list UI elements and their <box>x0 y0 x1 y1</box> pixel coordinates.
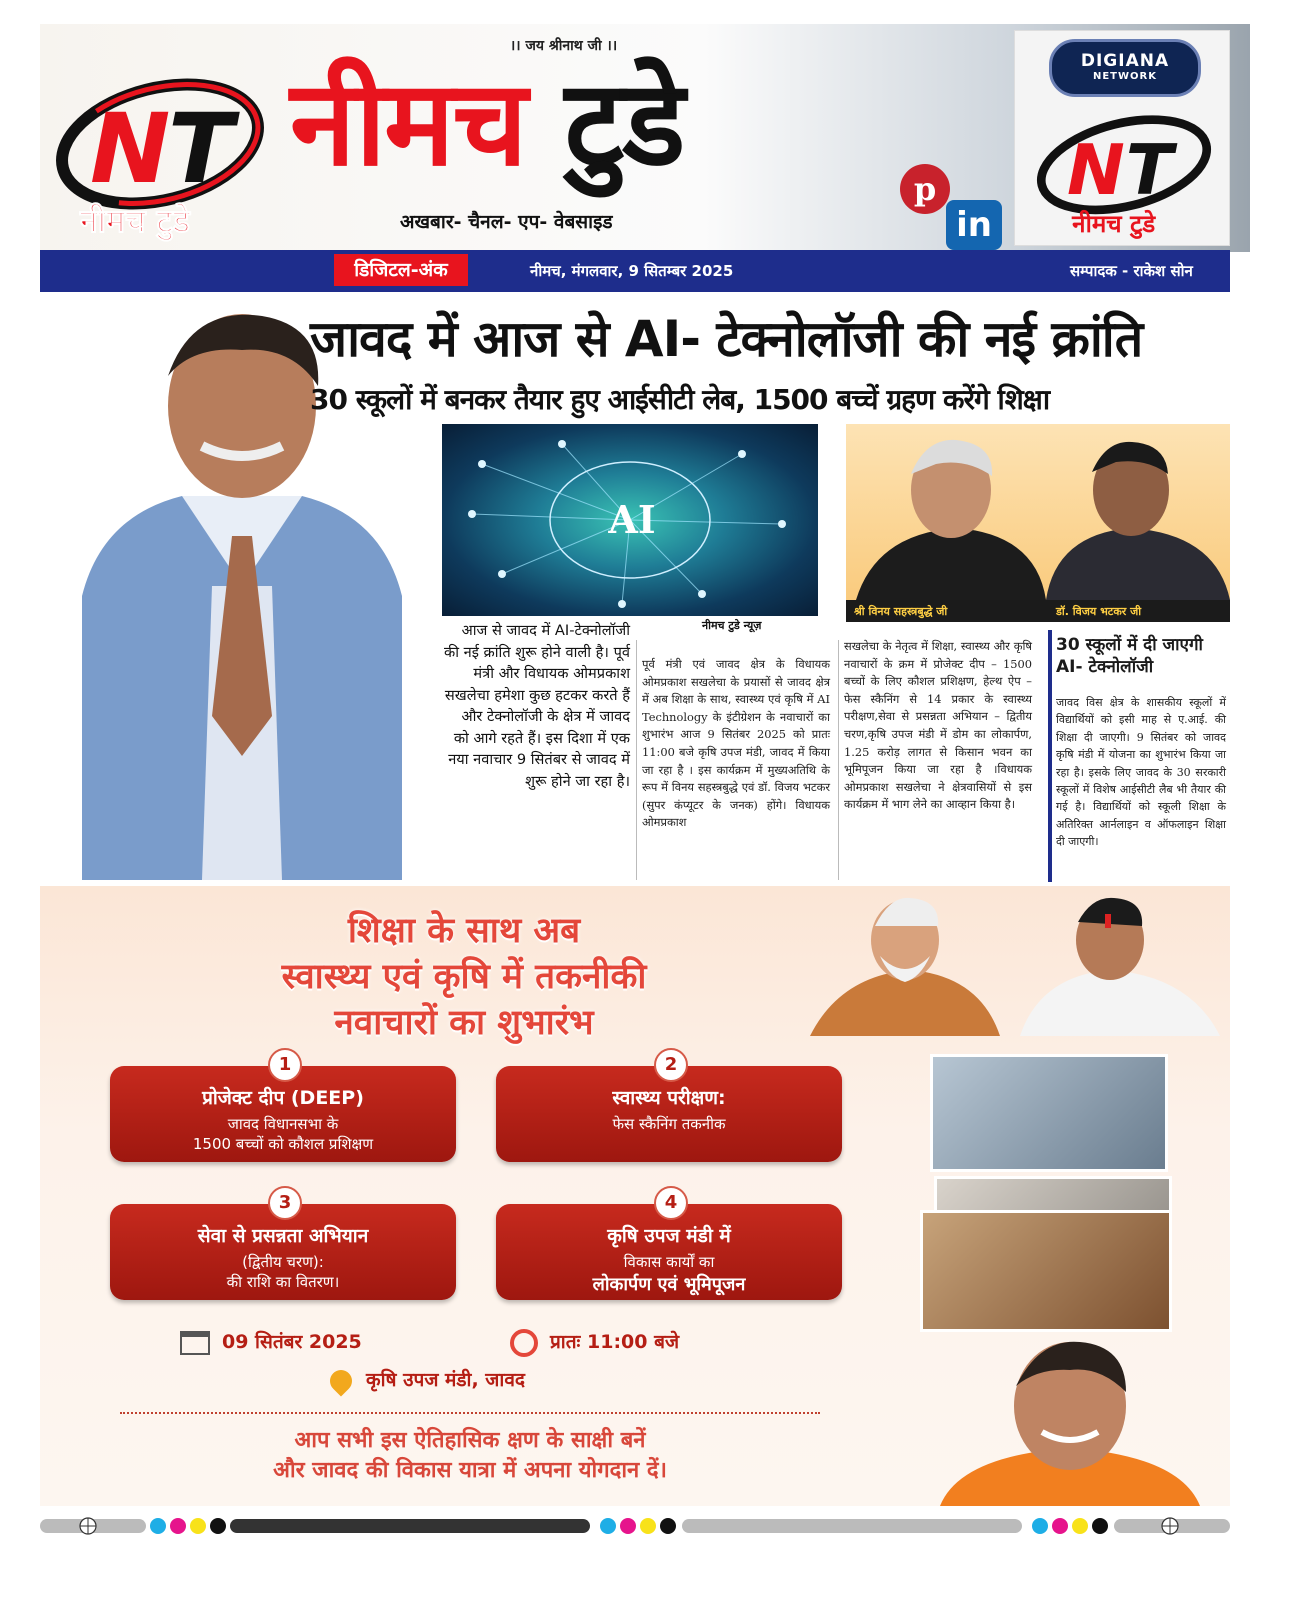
initiative-4-line-2: विकास कार्यों का <box>623 1253 715 1271</box>
initiative-1-line-3: 1500 बच्चों को कौशल प्रशिक्षण <box>192 1135 374 1153</box>
tagline: अखबार- चैनल- एप- वेबसाइड <box>400 211 613 233</box>
svg-text:नीमच टुडे: नीमच टुडे <box>80 202 190 240</box>
svg-text:N: N <box>1067 131 1125 212</box>
digiana-sub: NETWORK <box>1092 71 1157 82</box>
dateline: नीमच, मंगलवार, 9 सितम्बर 2025 <box>530 262 734 280</box>
svg-text:T: T <box>168 93 234 205</box>
event-advertisement <box>40 886 1230 1506</box>
event-date-text: 09 सितंबर 2025 <box>222 1331 362 1353</box>
dotted-divider <box>120 1412 820 1414</box>
initiative-1-card <box>110 1054 456 1162</box>
guests-illustration <box>846 424 1230 600</box>
ad-title-line-1: शिक्षा के साथ अब <box>347 911 581 951</box>
ad-footer-line-1: आप सभी इस ऐतिहासिक क्षण के साक्षी बनें <box>294 1428 646 1453</box>
agri-ceremony-photo <box>920 1210 1172 1332</box>
sidebox-text: जावद विस क्षेत्र के शासकीय स्कूलों में विद्यार्थियों को इसी माह से ए.आई. की शिक्षा दी जाएगी। 9 सितंबर को जावद कृषि मंडी में योजना का शुभारंभ किया जा रहा है। इसके लिए जावद के 30 सरकारी स्कूलों में विशेष आईसीटी लैब भी तैयार की गई है। विद्यार्थियों को स्कूली शिक्षा के अतिरिक्त आर्नलाइन व ऑफलाइन शिक्षा दी जाएगी। <box>1056 696 1226 849</box>
initiative-3-number: 3 <box>268 1186 302 1220</box>
print-registration-bar <box>40 1516 1230 1536</box>
ai-label: AI <box>608 497 656 542</box>
initiative-3-card <box>110 1192 456 1300</box>
editor-credit: सम्पादक - राकेश सोन <box>1070 262 1193 280</box>
initiative-4-title: कृषि उपज मंडी में <box>607 1225 731 1247</box>
column-divider <box>636 640 637 880</box>
chief-guests-photo <box>846 424 1230 622</box>
svg-text:नीमच टुडे: नीमच टुडे <box>1072 210 1156 239</box>
initiative-1-number: 1 <box>268 1048 302 1082</box>
ad-title-line-3: नवाचारों का शुभारंभ <box>334 1003 594 1043</box>
event-venue <box>330 1366 525 1392</box>
subheadline: 30 स्कूलों में बनकर तैयार हुए आईसीटी लेब, 1500 बच्चें ग्रहण करेंगे शिक्षा <box>310 383 1050 416</box>
students-lab-photo <box>930 1054 1168 1172</box>
initiative-4-number: 4 <box>654 1186 688 1220</box>
initiative-2-line-2: फेस स्कैनिंग तकनीक <box>612 1115 726 1133</box>
sidebox-accent <box>1048 630 1052 882</box>
image-credit: नीमच टुडे न्यूज़ <box>702 619 762 632</box>
leaders-photo <box>780 886 1230 1036</box>
caption-vijay: डॉ. विजय भटकर जी <box>1056 605 1142 618</box>
initiative-4-card <box>496 1192 842 1300</box>
linkedin-icon: in <box>946 200 1002 250</box>
initiative-3-line-3: की राशि का वितरण। <box>226 1273 340 1291</box>
digiana-name: DIGIANA <box>1080 51 1170 71</box>
article-intro: आज से जावद में AI-टेक्नोलॉजी की नई क्रांति शुरू होने वाली है। पूर्व मंत्री और विधायक ओमप्रकाश सखलेचा हमेशा कुछ हटकर करते हैं और टेक्नोलॉजी के क्षेत्र में जावद को आगे रहते हैं। इस दिशा में एक नया नवाचार 9 सितंबर से जावद में शुरू होने जा रहा है। <box>444 622 630 790</box>
initiative-2-number: 2 <box>654 1048 688 1082</box>
initiative-2-title: स्वास्थ्य परीक्षण: <box>612 1087 726 1109</box>
caption-vinay: श्री विनय सहस्त्रबुद्धे जी <box>854 605 948 618</box>
digital-edition-badge: डिजिटल-अंक <box>334 254 468 286</box>
event-venue-text: कृषि उपज मंडी, जावद <box>366 1369 525 1391</box>
ad-footer-message <box>120 1426 820 1486</box>
pinterest-icon: p <box>900 164 950 214</box>
ai-technology-image <box>442 424 818 616</box>
initiative-1-title: प्रोजेक्ट दीप (DEEP) <box>202 1087 364 1109</box>
initiative-2-card <box>496 1054 842 1162</box>
mla-ad-portrait <box>920 1336 1220 1506</box>
event-time <box>510 1328 679 1357</box>
sidebox-heading: 30 स्कूलों में दी जाएगी AI- टेक्नोलॉजी <box>1056 635 1203 677</box>
location-pin-icon <box>325 1365 356 1396</box>
event-time-text: प्रातः 11:00 बजे <box>550 1331 680 1353</box>
clock-icon <box>510 1329 538 1357</box>
article-column-1: पूर्व मंत्री एवं जावद क्षेत्र के विधायक ओमप्रकाश सखलेचा के प्रयासों से जावद क्षेत्र में अब शिक्षा के साथ, स्वास्थ्य एवं कृषि में AI Technology के इंटीग्रेशन के नवाचारों का शुभारंभ आज 9 सितंबर 2025 को प्रातः 11:00 बजे कृषि उपज मंडी, जावद में किया जा रहा है । इस कार्यक्रम में मुख्यअतिथि के रूप में विनय सहस्त्रबुद्धे एवं डॉ. विजय भटकर (सुपर कंप्यूटर के जनक) होंगे। विधायक ओमप्रकाश <box>642 657 830 830</box>
event-date <box>180 1328 362 1355</box>
blessing-text: ।। जय श्रीनाथ जी ।। <box>510 38 618 54</box>
nav-bar <box>40 250 1230 292</box>
masthead <box>40 24 1250 252</box>
initiative-1-line-2: जावद विधानसभा के <box>227 1115 339 1133</box>
initiative-4-line-3: लोकार्पण एवं भूमिपूजन <box>592 1274 746 1295</box>
partner-box <box>1014 30 1230 246</box>
title-part-2: टुडे <box>564 54 684 192</box>
ad-footer-line-2: और जावद की विकास यात्रा में अपना योगदान दें। <box>273 1458 667 1483</box>
nt-logo-small-icon <box>1029 111 1219 241</box>
initiative-3-title: सेवा से प्रसन्नता अभियान <box>197 1225 369 1247</box>
calendar-icon <box>180 1331 210 1355</box>
newspaper-title <box>290 48 683 198</box>
initiative-3-line-2: (द्वितीय चरण): <box>242 1253 324 1271</box>
article-column-2: सखलेचा के नेतृत्व में शिक्षा, स्वास्थ्य और कृषि नवाचारों के क्रम में प्रोजेक्ट दीप – 1500 बच्चों के लिए कौशल प्रशिक्षण, हेल्थ ऐप – फेस स्कैनिंग से 14 प्रकार के स्वास्थ्य परीक्षण,सेवा से प्रसन्नता अभियान – द्वितीय चरण,कृषि उपज मंडी में डोम का लोकार्पण, 1.25 करोड़ लागत से किसान भवन का भूमिपूजन किया जा रहा है ।विधायक ओमप्रकाश सखलेचा ने क्षेत्रवासियों से इस कार्यक्रम में भाग लेने का आव्हान किया है। <box>844 639 1032 812</box>
ad-title <box>114 908 814 1046</box>
title-part-1: नीमच <box>290 54 526 192</box>
column-divider <box>838 640 839 880</box>
digiana-logo <box>1049 39 1201 97</box>
headline: जावद में आज से AI- टेक्नोलॉजी की नई क्रांति <box>310 310 1143 368</box>
ad-title-line-2: स्वास्थ्य एवं कृषि में तकनीकी <box>281 957 647 997</box>
svg-text:N: N <box>90 93 171 205</box>
nt-logo-icon <box>50 64 270 244</box>
svg-text:T: T <box>1125 131 1173 212</box>
